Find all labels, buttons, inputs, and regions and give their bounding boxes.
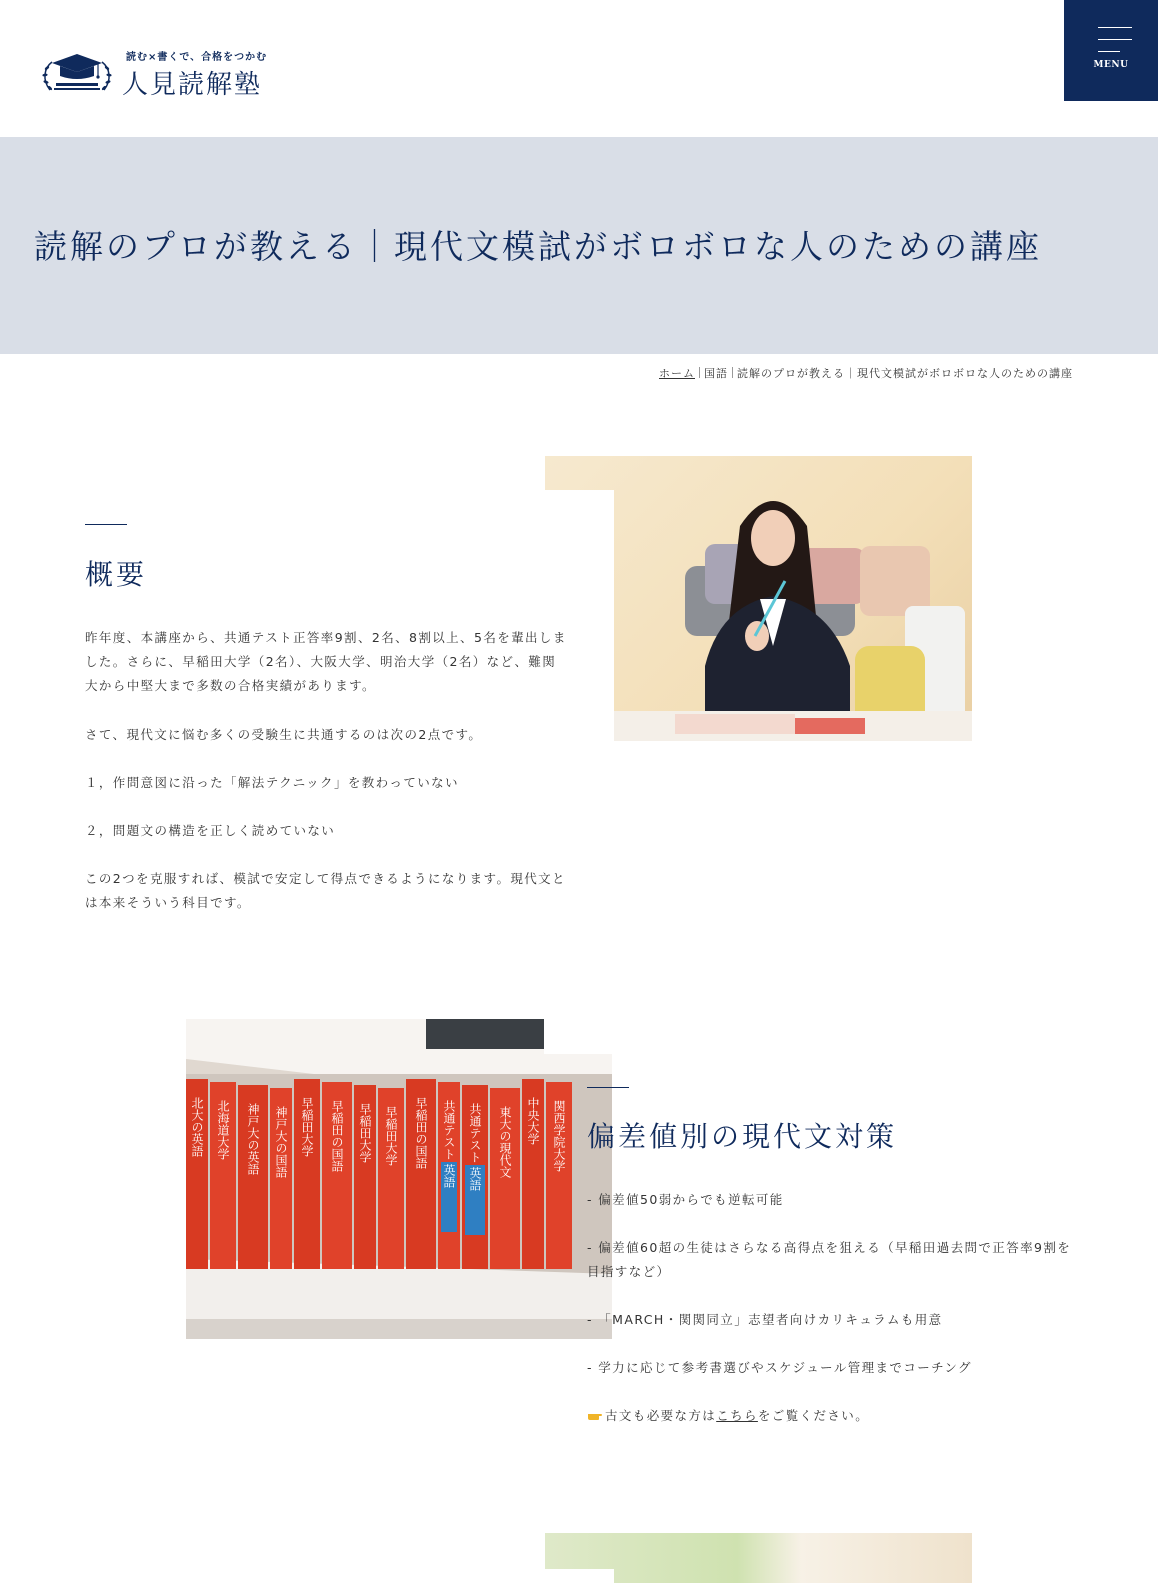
kobun-note-prefix: 古文も必要な方は <box>605 1408 717 1423</box>
book-spine-title: 早稲田大学 <box>300 1097 314 1157</box>
book-spine-title: 早稲田大学 <box>358 1103 372 1163</box>
overview-point-2: ２，問題文の構造を正しく読めていない <box>85 823 336 838</box>
kobun-link[interactable]: こちら <box>716 1408 758 1423</box>
kobun-note-suffix: をご覧ください。 <box>757 1408 870 1423</box>
graduation-cap-laurel-icon <box>40 52 114 96</box>
book-spine-title: 東大の現代文 <box>498 1106 512 1178</box>
breadcrumb-home-link[interactable]: ホーム <box>659 367 695 380</box>
site-logo[interactable] <box>40 48 290 100</box>
bookshelf-photo <box>186 1019 612 1339</box>
menu-button[interactable] <box>1064 0 1158 101</box>
breadcrumb-separator <box>732 367 733 378</box>
breadcrumb-separator <box>699 367 700 378</box>
photo-offset-block <box>545 1569 614 1583</box>
strategy-heading: 偏差値別の現代文対策 <box>587 1120 898 1153</box>
strategy-item: - 偏差値60超の生徒はさらなる高得点を狙える（早稲田過去問で正答率9割を目指すなど） <box>587 1240 1072 1279</box>
strategy-item: - 偏差値50弱からでも逆転可能 <box>587 1192 784 1207</box>
breadcrumb-category[interactable]: 国語 <box>704 367 728 380</box>
overview-point-1: １，作問意図に沿った「解法テクニック」を教わっていない <box>85 775 459 790</box>
bookshelf-illustration <box>186 1019 612 1339</box>
book-spine-title: 早稲田大学 <box>384 1106 398 1166</box>
book-spine-title: 神戸大の国語 <box>274 1106 288 1178</box>
menu-label: MENU <box>1093 60 1129 70</box>
book-spine-title: 早稲田の国語 <box>330 1100 344 1172</box>
kobun-note <box>587 1404 1072 1428</box>
overview-paragraph: さて、現代文に悩む多くの受験生に共通するのは次の2点です。 <box>85 727 483 742</box>
hamburger-icon-bar <box>1098 51 1120 52</box>
page-title: 読解のプロが教える｜現代文模試がボロボロな人のための講座 <box>34 227 1042 266</box>
site-header <box>0 0 1158 137</box>
breadcrumb <box>659 365 1073 381</box>
strategy-item: - 学力に応じて参考書選びやスケジュール管理までコーチング <box>587 1360 972 1375</box>
pointing-hand-icon <box>587 1405 603 1415</box>
book-spine-title: 早稲田の国語 <box>414 1097 428 1169</box>
overview-paragraph: この2つを克服すれば、模試で安定して得点できるようになります。現代文とは本来そういう科目です。 <box>85 871 566 910</box>
book-spine-title: 北大の英語 <box>190 1097 204 1157</box>
book-spine-title: 関西学院大学 <box>552 1100 566 1172</box>
breadcrumb-current: 読解のプロが教える｜現代文模試がボロボロな人のための講座 <box>737 367 1073 380</box>
logo-name: 人見読解塾 <box>122 70 263 100</box>
strategy-accent-line <box>587 1087 629 1088</box>
book-spine-title: 中央大学 <box>526 1097 540 1145</box>
overview-accent-line <box>85 524 127 525</box>
strategy-item: - 「MARCH・関関同立」志望者向けカリキュラムも用意 <box>587 1312 943 1327</box>
logo-tagline: 読む×書くで、合格をつかむ <box>126 52 268 63</box>
book-spine-title: 共通テスト 英語 <box>442 1100 456 1188</box>
overview-paragraph: 昨年度、本講座から、共通テスト正答率9割、2名、8割以上、5名を輩出しました。さらに、早稲田大学（2名）、大阪大学、明治大学（2名）など、難関大から中堅大まで多数の合格実績があります。 <box>85 630 567 693</box>
photo-offset-block <box>545 490 614 741</box>
hamburger-icon <box>1098 27 1132 28</box>
page-title-band <box>0 137 1158 354</box>
book-spine-title: 北海道大学 <box>216 1100 230 1160</box>
photo-offset-block <box>544 1019 612 1054</box>
overview-heading: 概要 <box>85 558 148 591</box>
book-spine-title: 神戸大の英語 <box>246 1103 260 1175</box>
hamburger-icon-bar <box>1098 39 1132 40</box>
book-spine-title: 共通テスト 英語 <box>468 1103 482 1191</box>
